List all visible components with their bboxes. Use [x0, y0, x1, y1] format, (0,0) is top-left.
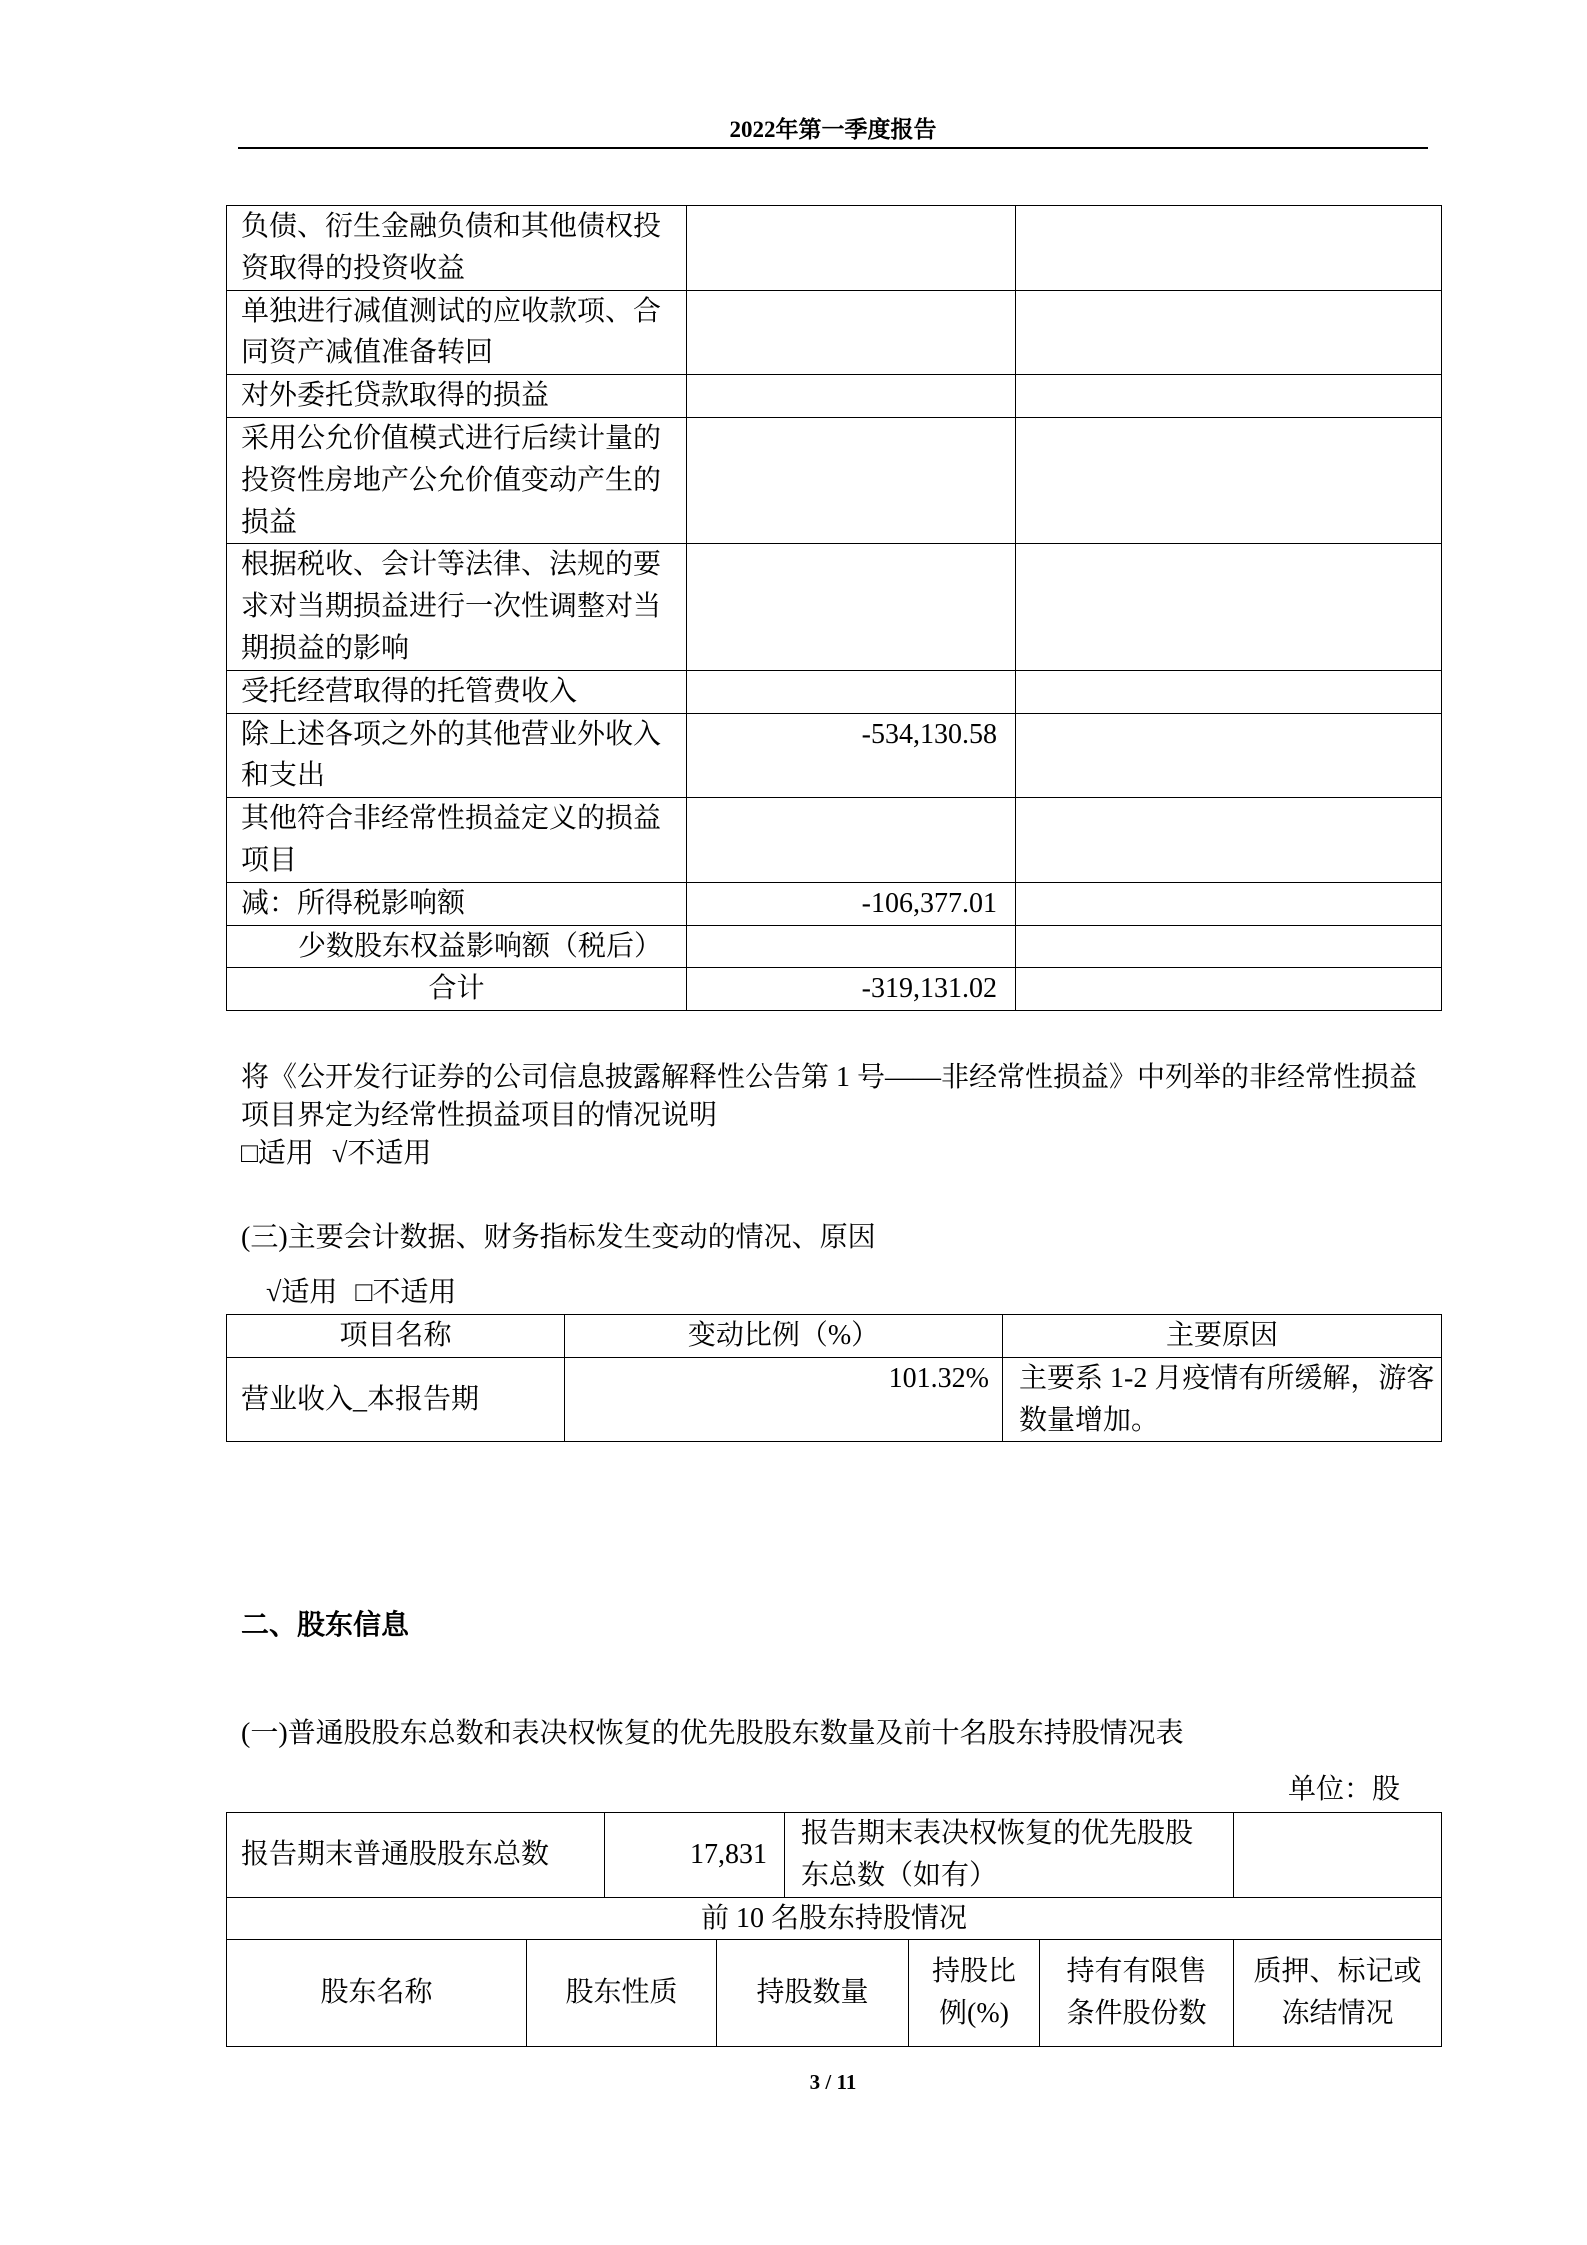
- note-cell: [1016, 713, 1442, 798]
- column-header: 持股数量: [717, 1940, 909, 2047]
- page-number: 3 / 11: [809, 2070, 857, 2094]
- shareholder-summary-table: [226, 1812, 1442, 2047]
- total-common-shareholders-label: 报告期末普通股股东总数: [227, 1813, 605, 1898]
- item-cell: 受托经营取得的托管费收入: [227, 670, 687, 713]
- section-heading-shareholders: 二、股东信息: [241, 1610, 410, 1641]
- item-cell: 除上述各项之外的其他营业外收入 和支出: [227, 713, 687, 798]
- column-header: 持股比 例(%): [909, 1940, 1040, 2047]
- section-heading-key-data-changes: (三)主要会计数据、财务指标发生变动的情况、原因: [241, 1222, 876, 1253]
- note-cell: [1016, 968, 1442, 1011]
- note-cell: [1016, 206, 1442, 291]
- option-label: 适用: [257, 1138, 314, 1169]
- note-cell: [1016, 798, 1442, 883]
- item-cell: 根据税收、会计等法律、法规的要 求对当期损益进行一次性调整对当 期损益的影响: [227, 544, 687, 670]
- column-header: 持有有限售 条件股份数: [1040, 1940, 1234, 2047]
- column-header: 主要原因: [1003, 1315, 1442, 1358]
- table-row: [227, 206, 1442, 291]
- column-header: 项目名称: [227, 1315, 565, 1358]
- table-row: [227, 375, 1442, 418]
- item-cell: 其他符合非经常性损益定义的损益 项目: [227, 798, 687, 883]
- total-amount-cell: -319,131.02: [687, 968, 1016, 1011]
- subsection-heading-shareholder-counts: (一)普通股股东总数和表决权恢复的优先股股东数量及前十名股东持股情况表: [241, 1718, 1184, 1749]
- table-row: [227, 1813, 1442, 1898]
- header-divider: [238, 147, 1428, 149]
- option-label: 适用: [281, 1277, 338, 1308]
- item-cell: 少数股东权益影响额（税后）: [227, 925, 687, 968]
- option-applicable: [266, 1274, 337, 1312]
- checkbox-unchecked-icon: □: [355, 1277, 373, 1308]
- preferred-restored-value: [1234, 1813, 1442, 1898]
- table-row: [227, 1357, 1442, 1442]
- item-cell: 负债、衍生金融负债和其他债权投 资取得的投资收益: [227, 206, 687, 291]
- amount-cell: [687, 290, 1016, 375]
- total-common-shareholders-value: 17,831: [605, 1813, 785, 1898]
- preferred-restored-label: 报告期末表决权恢复的优先股股 东总数（如有）: [785, 1813, 1234, 1898]
- table-header-row: [227, 1315, 1442, 1358]
- note-cell: [1016, 925, 1442, 968]
- amount-cell: [687, 417, 1016, 543]
- table-row: [227, 417, 1442, 543]
- table-row: [227, 290, 1442, 375]
- item-cell: 单独进行减值测试的应收款项、合 同资产减值准备转回: [227, 290, 687, 375]
- note-cell: [1016, 882, 1442, 925]
- ratio-cell: 101.32%: [565, 1357, 1003, 1442]
- table-row: [227, 713, 1442, 798]
- option-label: 不适用: [347, 1138, 432, 1169]
- table-row: [227, 798, 1442, 883]
- amount-cell: [687, 544, 1016, 670]
- note-cell: [1016, 417, 1442, 543]
- amount-cell: -106,377.01: [687, 882, 1016, 925]
- table-row: [227, 925, 1442, 968]
- item-cell: 营业收入_本报告期: [227, 1357, 565, 1442]
- reason-cell: 主要系 1-2 月疫情有所缓解，游客 数量增加。: [1003, 1357, 1442, 1442]
- total-label-cell: 合计: [227, 968, 687, 1011]
- note-cell: [1016, 670, 1442, 713]
- column-header: 质押、标记或 冻结情况: [1234, 1940, 1442, 2047]
- key-data-changes-table: [226, 1314, 1442, 1442]
- table-row: [227, 670, 1442, 713]
- table-header-row: [227, 1940, 1442, 2047]
- amount-cell: [687, 206, 1016, 291]
- checkmark-icon: √: [331, 1138, 348, 1169]
- applicability-options: [266, 1274, 456, 1312]
- checkbox-unchecked-icon: □: [241, 1138, 258, 1169]
- amount-cell: [687, 798, 1016, 883]
- column-header: 股东性质: [527, 1940, 717, 2047]
- unit-label: 单位：股: [1288, 1774, 1401, 1805]
- table-row: [227, 882, 1442, 925]
- column-header: 变动比例（%）: [565, 1315, 1003, 1358]
- note-cell: [1016, 375, 1442, 418]
- amount-cell: [687, 375, 1016, 418]
- item-cell: 对外委托贷款取得的损益: [227, 375, 687, 418]
- amount-cell: [687, 925, 1016, 968]
- reclassification-note-text: 将《公开发行证券的公司信息披露解释性公告第 1 号——非经常性损益》中列举的非经常性损益 项目界定为经常性损益项目的情况说明: [241, 1062, 1418, 1132]
- top10-caption: 前 10 名股东持股情况: [227, 1897, 1442, 1940]
- report-header-title: 2022年第一季度报告: [729, 117, 937, 142]
- column-header: 股东名称: [227, 1940, 527, 2047]
- option-not-applicable: [355, 1274, 456, 1312]
- option-not-applicable: [332, 1135, 431, 1173]
- amount-cell: -534,130.58: [687, 713, 1016, 798]
- applicability-options: [241, 1135, 431, 1173]
- item-cell: 采用公允价值模式进行后续计量的 投资性房地产公允价值变动产生的 损益: [227, 417, 687, 543]
- total-row: [227, 968, 1442, 1011]
- note-cell: [1016, 290, 1442, 375]
- item-cell: 减：所得税影响额: [227, 882, 687, 925]
- checkmark-icon: √: [266, 1277, 282, 1308]
- option-label: 不适用: [372, 1277, 457, 1308]
- amount-cell: [687, 670, 1016, 713]
- note-cell: [1016, 544, 1442, 670]
- table-row: [227, 544, 1442, 670]
- non-recurring-gains-losses-table: [226, 205, 1442, 1011]
- table-caption-row: [227, 1897, 1442, 1940]
- option-applicable: [241, 1135, 314, 1173]
